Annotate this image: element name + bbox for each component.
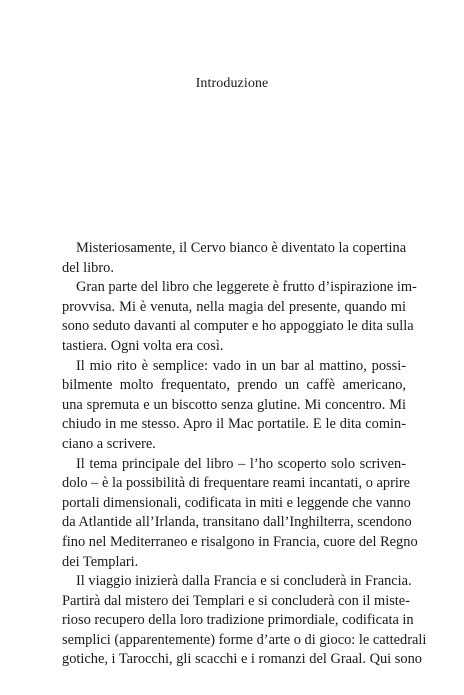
text-line: da Atlantide all’Irlanda, transitano dall’Inghilterra, scendono — [62, 514, 412, 531]
text-line: Gran parte del libro che leggerete è frutto d’ispirazione im- — [76, 279, 417, 296]
text-line: Il tema principale del libro – l’ho scoperto solo scriven- — [76, 455, 406, 472]
text-line: del libro. — [62, 259, 114, 276]
text-line: Partirà dal mistero dei Templari e si concluderà con il miste- — [62, 592, 410, 609]
text-line: sono seduto davanti al computer e ho appoggiato le dita sulla — [62, 318, 414, 335]
chapter-title: Introduzione — [195, 76, 269, 91]
text-line: una spremuta e un biscotto senza glutine. Mi concentro. Mi — [62, 396, 406, 413]
text-line: dei Templari. — [62, 553, 139, 570]
paragraph — [62, 572, 427, 670]
text-line: ciano a scrivere. — [62, 435, 156, 452]
paragraph — [62, 455, 418, 573]
text-line: dolo – è la possibilità di frequentare reami incantati, o aprire — [62, 475, 411, 492]
text-line: portali dimensionali, codificata in miti e leggende che vanno — [62, 494, 411, 511]
text-line: fino nel Mediterraneo e risalgono in Francia, cuore del Regno — [62, 533, 418, 550]
paragraph — [62, 239, 406, 278]
text-line: provvisa. Mi è venuta, nella magia del presente, quando mi — [62, 298, 406, 315]
text-line: tastiera. Ogni volta era così. — [62, 337, 224, 354]
text-line: bilmente molto frequentato, prendo un caffè americano, — [62, 377, 406, 394]
text-line: rioso recupero della loro tradizione primordiale, codificata in — [62, 612, 414, 629]
text-line: Il viaggio inizierà dalla Francia e si concluderà in Francia. — [76, 573, 412, 590]
body-text — [62, 239, 427, 670]
paragraph — [62, 278, 417, 356]
text-line: gotiche, i Tarocchi, gli scacchi e i romanzi del Graal. Qui sono — [62, 651, 422, 668]
text-line: Il mio rito è semplice: vado in un bar al mattino, possi- — [76, 357, 406, 374]
text-line: chiudo in me stesso. Apro il Mac portatile. E le dita comin- — [62, 416, 406, 433]
text-line: semplici (apparentemente) forme d’arte o di gioco: le cattedrali — [62, 631, 427, 648]
paragraph — [62, 357, 406, 455]
text-line: Misteriosamente, il Cervo bianco è diventato la copertina — [76, 240, 407, 256]
